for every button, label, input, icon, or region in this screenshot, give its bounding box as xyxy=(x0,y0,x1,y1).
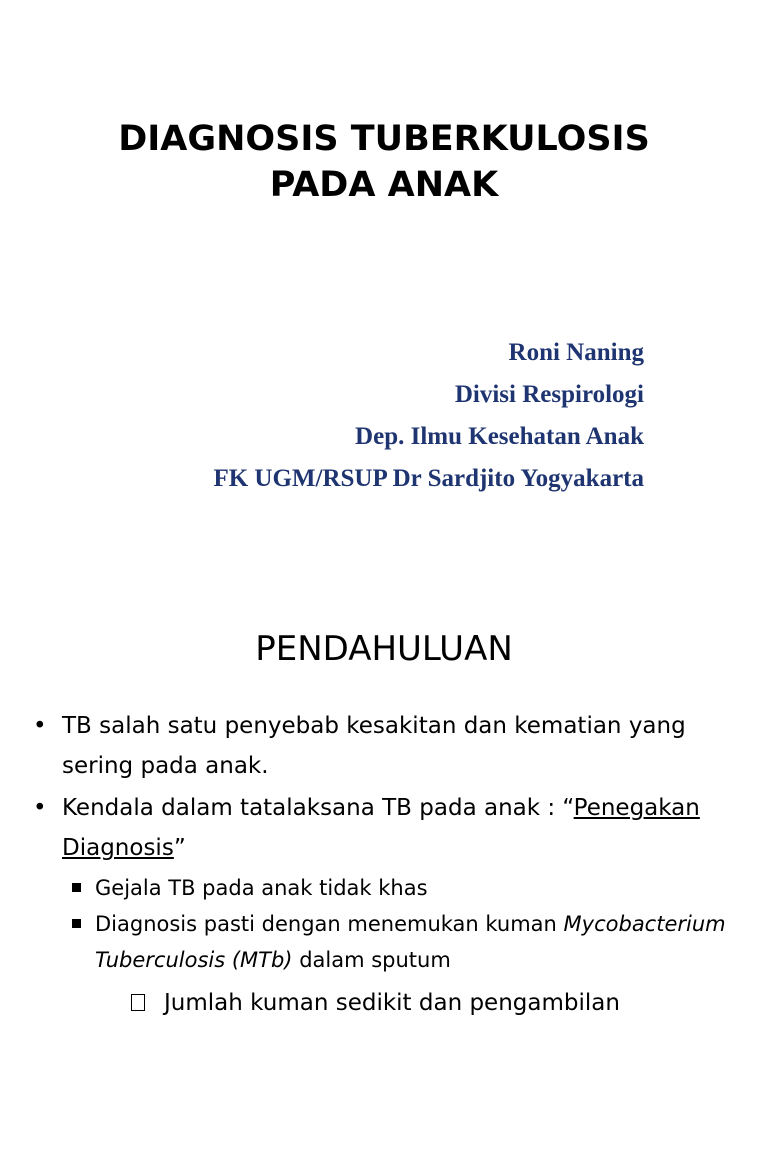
sub-bullet-text-suffix: dalam sputum xyxy=(292,948,451,972)
missing-glyph-box-icon xyxy=(131,994,145,1011)
slide-title xyxy=(0,116,768,208)
list-item xyxy=(0,788,768,868)
author-block xyxy=(213,332,644,500)
sub-sub-bullet-text: Jumlah kuman sedikit dan pengambilan xyxy=(164,990,620,1016)
bullet-dot-icon: • xyxy=(33,795,47,821)
sub-bullet-text-italic: Mycobacterium Tuberculosis (MTb) xyxy=(95,912,726,972)
bullet-square-icon xyxy=(72,883,81,892)
list-item xyxy=(0,984,768,1022)
bullet-text-prefix: Kendala dalam tatalaksana TB pada anak : “ xyxy=(62,795,574,821)
list-item xyxy=(0,870,768,906)
slide-heading: PENDAHULUAN xyxy=(255,629,513,669)
author-division: Divisi Respirologi xyxy=(454,381,644,408)
title-slide xyxy=(0,0,768,576)
sub-bullet-text: Gejala TB pada anak tidak khas xyxy=(95,876,428,900)
bullet-list xyxy=(0,706,768,1022)
list-item xyxy=(0,706,768,786)
sub-bullet-text-prefix: Diagnosis pasti dengan menemukan kuman xyxy=(95,912,564,936)
content-slide xyxy=(0,600,768,1176)
bullet-dot-icon: • xyxy=(33,713,47,739)
bullet-text-underlined: Penegakan Diagnosis xyxy=(62,795,700,861)
author-department: Dep. Ilmu Kesehatan Anak xyxy=(355,423,644,450)
list-item xyxy=(0,906,768,978)
title-line-2: PADA ANAK xyxy=(269,165,499,205)
author-institution: FK UGM/RSUP Dr Sardjito Yogyakarta xyxy=(213,465,644,492)
bullet-square-icon xyxy=(72,919,81,928)
bullet-text: TB salah satu penyebab kesakitan dan kematian yang sering pada anak. xyxy=(62,713,686,779)
author-name: Roni Naning xyxy=(508,339,644,366)
title-line-1: DIAGNOSIS TUBERKULOSIS xyxy=(118,119,650,159)
bullet-text-suffix: ” xyxy=(173,835,186,861)
